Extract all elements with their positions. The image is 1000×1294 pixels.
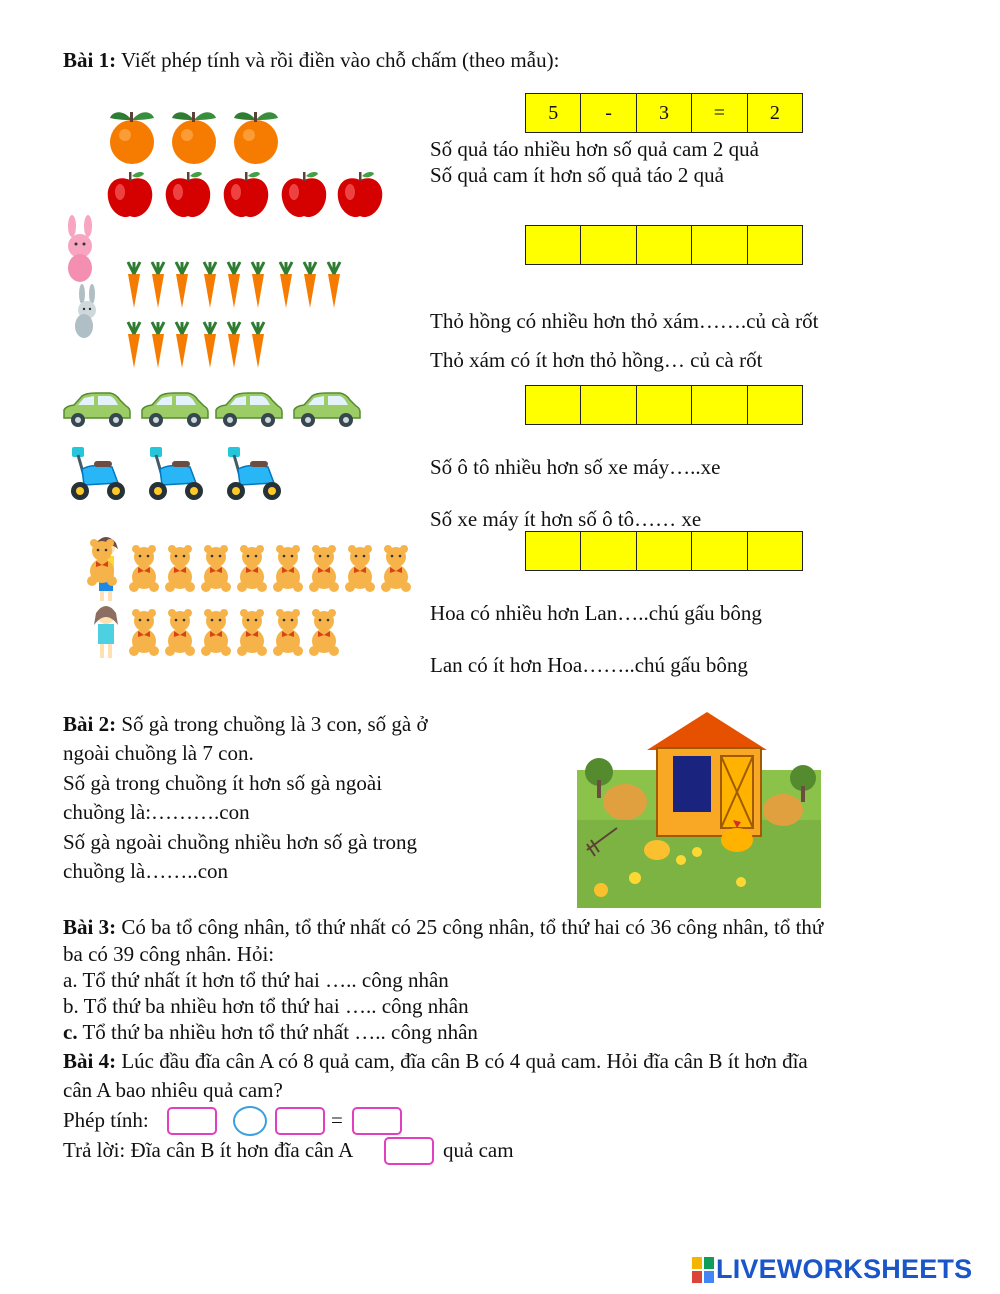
car-cell-2[interactable]	[581, 386, 636, 424]
example-cell-3: 3	[637, 94, 692, 132]
cars-picture	[62, 392, 362, 438]
bai4-label: Bài 4:	[63, 1049, 117, 1073]
car-cell-4[interactable]	[692, 386, 747, 424]
result-box[interactable]	[352, 1107, 402, 1135]
example-line-2: Số quả cam ít hơn số quả táo 2 quả	[430, 163, 724, 187]
bear-cell-3[interactable]	[637, 532, 692, 570]
bai3-line-2: ba có 39 công nhân. Hỏi:	[63, 942, 275, 966]
operator-circle[interactable]	[233, 1106, 267, 1136]
bear-cell-4[interactable]	[692, 532, 747, 570]
equals-sign: =	[331, 1108, 343, 1132]
brand-text: LIVEWORKSHEETS	[716, 1254, 973, 1284]
chicken-coop-picture	[577, 710, 821, 914]
operand-1-box[interactable]	[167, 1107, 217, 1135]
car-line-2: Số xe máy ít hơn số ô tô…… xe	[430, 507, 702, 531]
car-answer-grid	[525, 385, 803, 425]
bai2-line-3: Số gà trong chuồng ít hơn số gà ngoài	[63, 771, 383, 795]
bai1-heading	[63, 47, 559, 73]
liveworksheets-logo	[692, 1254, 972, 1285]
bai4-text-1: Lúc đầu đĩa cân A có 8 quả cam, đĩa cân B có 4 quả cam. Hỏi đĩa cân B ít hơn đĩa	[121, 1049, 808, 1073]
bai3-label: Bài 3:	[63, 915, 117, 939]
carrots-row-2	[124, 322, 274, 378]
rabbit-cell-5[interactable]	[748, 226, 802, 264]
rabbit-line-1: Thỏ hồng có nhiều hơn thỏ xám…….củ cà rốt	[430, 309, 819, 333]
bai3-text-1: Có ba tổ công nhân, tổ thứ nhất có 25 công nhân, tổ thứ hai có 36 công nhân, tổ thứ	[121, 915, 824, 939]
bear-cell-5[interactable]	[748, 532, 802, 570]
bai4-line-1	[63, 1048, 808, 1074]
bai2-line-1	[63, 711, 428, 737]
motorbikes-picture	[64, 445, 284, 513]
bai3-item-b: b. Tổ thứ ba nhiều hơn tổ thứ hai ….. công nhân	[63, 994, 469, 1018]
bai3-c-text: Tổ thứ ba nhiều hơn tổ thứ nhất ….. công nhân	[82, 1020, 478, 1044]
bai2-line-6: chuồng là……..con	[63, 859, 229, 883]
car-cell-3[interactable]	[637, 386, 692, 424]
bai3-item-c	[63, 1019, 478, 1045]
bears-picture	[88, 535, 418, 671]
example-cell-5: 2	[748, 94, 802, 132]
rabbit-line-2: Thỏ xám có ít hơn thỏ hồng… củ cà rốt	[430, 348, 763, 372]
oranges-picture	[108, 100, 288, 176]
car-cell-1[interactable]	[526, 386, 581, 424]
bai3-item-a: a. Tổ thứ nhất ít hơn tổ thứ hai ….. công nhân	[63, 968, 449, 992]
rabbit-cell-1[interactable]	[526, 226, 581, 264]
bai2-text-1: Số gà trong chuồng là 3 con, số gà ở	[121, 712, 428, 736]
rabbit-answer-grid	[525, 225, 803, 265]
rabbit-cell-3[interactable]	[637, 226, 692, 264]
bear-line-1: Hoa có nhiều hơn Lan…..chú gấu bông	[430, 601, 762, 625]
example-cell-2: -	[581, 94, 636, 132]
bear-cell-1[interactable]	[526, 532, 581, 570]
example-cell-1: 5	[526, 94, 581, 132]
bai4-line-2: cân A bao nhiêu quả cam?	[63, 1078, 283, 1102]
phep-tinh-label: Phép tính:	[63, 1108, 149, 1132]
bear-cell-2[interactable]	[581, 532, 636, 570]
bai2-line-2: ngoài chuồng là 7 con.	[63, 741, 254, 765]
rabbits-picture	[62, 216, 112, 347]
bai2-line-5: Số gà ngoài chuồng nhiều hơn số gà trong	[63, 830, 418, 854]
apples-picture	[106, 170, 386, 226]
tra-loi-text: Trả lời: Đĩa cân B ít hơn đĩa cân A	[63, 1138, 354, 1162]
example-answer-grid	[525, 93, 803, 133]
bear-answer-grid	[525, 531, 803, 571]
example-cell-4: =	[692, 94, 747, 132]
bai2-line-4: chuồng là:……….con	[63, 800, 250, 824]
car-cell-5[interactable]	[748, 386, 802, 424]
operand-2-box[interactable]	[275, 1107, 325, 1135]
rabbit-cell-2[interactable]	[581, 226, 636, 264]
bai3-c-label: c.	[63, 1020, 78, 1044]
bear-line-2: Lan có ít hơn Hoa……..chú gấu bông	[430, 653, 748, 677]
bai2-label: Bài 2:	[63, 712, 117, 736]
bai1-instruction: Viết phép tính và rồi điền vào chỗ chấm (theo mẫu):	[120, 48, 560, 72]
carrots-row-1	[124, 262, 349, 318]
bai1-label: Bài 1:	[63, 48, 117, 72]
rabbit-cell-4[interactable]	[692, 226, 747, 264]
example-line-1: Số quả táo nhiều hơn số quả cam 2 quả	[430, 137, 759, 161]
bai3-line-1	[63, 914, 823, 940]
answer-box[interactable]	[384, 1137, 434, 1165]
car-line-1: Số ô tô nhiều hơn số xe máy…..xe	[430, 455, 721, 479]
liveworksheets-logo-icon	[692, 1257, 714, 1283]
qua-cam-text: quả cam	[443, 1138, 514, 1162]
